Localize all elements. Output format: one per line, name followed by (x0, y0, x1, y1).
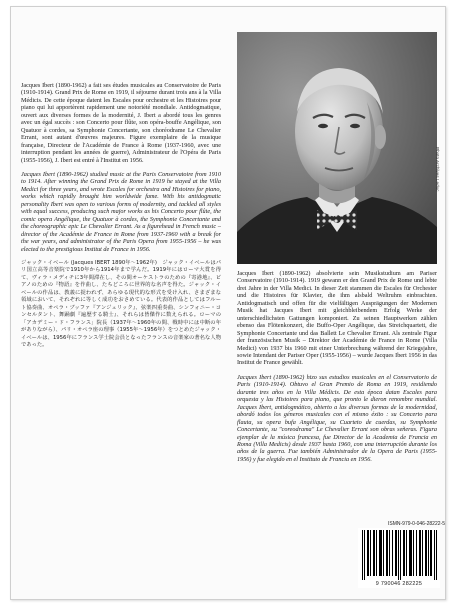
ismn-label: ISMN-979-0-046-28222-5 (388, 521, 445, 527)
right-text-column (237, 270, 437, 470)
photo-credit: Photo Archives Leduc (435, 147, 440, 192)
left-text-column (21, 82, 221, 356)
barcode (358, 528, 440, 588)
bio-french: Jacques Ibert (1890-1962) a fait ses études musicales au Conservatoire de Paris (1910-1914). Grand Prix de Rome en 1919, il séjourne durant trois ans à la Villa Médicis. De cette époque datent les Escales pour orchestre et les Histoires pour piano qui lui apportèrent rapidement une notoriété mondiale. Antidogmatique, ouvert aux diverses formes de la modernité, J. Ibert a abordé tous les genres avec un égal succès : son Concerto pour flûte, son opéra-bouffe Angélique, son Quatuor à cordes, sa Symphonie Concertante, son choréodrame Le Chevalier Errant, sont autant d'œuvres majeures. Figure exemplaire de la musique française, Directeur de l'Académie de France à Rome (1937-1960, avec une interruption pendant les années de guerre), Administrateur de l'Opéra de Paris (1955-1956), J. Ibert est entré à l'Institut en 1956. (21, 82, 221, 164)
barcode-bars (358, 528, 440, 580)
back-cover-page (10, 6, 446, 600)
bio-spanish: Jacques Ibert (1890-1962) hizo sus estudios musicales en el Conservatorio de Paris (1910-1914). Obtuvo el Gran Premio de Roma en 1919, residiendo durante tres años en la Villa Médicis. De esta época datan Escales para orquesta y las Histoires para piano, que pronto le dieron renombre mundial. Jacques Ibert, antidogmático, abierto a las diversas formas de la modernidad, abordó todos los géneros musicales con el mismo éxito : su Concerto para flauta, su opera bufa Angélique, su Cuarteto de cuerdas, su Symphonie Concertante, su "coreodrama" Le Chevalier Errant son obras señeras. Figura ejemplar de la música francesa, fue Director de la Academia de Francia en Roma (Villa Medicis) desde 1937 hasta 1960, con una interrupción durante los años de la guerra. Fue también Administrador de la Opera de Paris (1955-1956) y fue elegido en el Instituto de Francia en 1956. (237, 373, 437, 463)
barcode-number: 9 790046 282225 (358, 581, 440, 587)
bio-english: Jacques Ibert (1890-1962) studied music at the Paris Conservatoire from 1910 to 1914. After winning the Grand Prix de Rome in 1919 he stayed at the Villa Medici for three years, and wrote Escales for orchestra and Histoires for piano, works which rapidly brought him worldwide fame. With his antidogmatic personality Ibert was open to various forms of modernity, and tackled all styles with equal success, producing such major works as his Concerto pour flûte, the comic opera Angélique, the Quatuor à cordes, the Symphonie Concertante and the choreographic epic Le Chevalier Errant. As a figurehead in French music – director of the Académie de France in Rome from 1937-1960 with a break for the war years, and administrator of the Paris Opera from 1955-1956 – he was elected to the prestigious Institut de France in 1956. (21, 170, 221, 253)
bio-german: Jacques Ibert (1890-1962) absolvierte sein Musikstudium am Pariser Conservatoire (1910-1914). 1919 gewann er den Grand Prix de Rome und lebte drei Jahre in der Villa Medici. In dieser Zeit stammen die Escales für Orchester und die Histoires für Klavier, die ihm alsbald Weltruhm einbrachten. Antidogmatisch und offen für die vielfältigen Ausprägungen der Modernen Musik hat Jacques Ibert mit gleichbleibendem Erfolg Werke der unterschiedlichsten Gattungen komponiert. Zu seinen Hauptwerken zählen ebenso das Flötenkonzert, die Buffo-Oper Angélique, das Streichquartett, die Symphonie Concertante und das Ballett Le Chevalier Errant. Als zentrale Figur der französischen Musik – Direktor der Académie de France in Rome (Villa Medici) von 1937 bis 1960 mit einer Unterbrechung während der Kriegsjahre, sowie Intendant der Pariser Oper (1955-1956) – wurde Jacques Ibert 1956 in das Institut de France gewählt. (237, 270, 437, 367)
bio-japanese: ジャック・イベール (Jacques IBERT 1890年〜1962年) ジャック・イベールはパリ国立高等音楽院で1910年から1914年まで学んだ。1919年にはローマ大賞を得て、ヴィラ・メディチに3年間滞在し、その間オーケストラのための『寄港地』、ピアノのための『物語』を作曲し、たちどころに世界的な名声を得た。ジャック・イベールの作品は、教義に捉われず、あらゆる現代的な形式を受け入れ、さまざまな領域において、それぞれに等しく成功をおさめている。代表的作品としてはフルート協奏曲、オペラ・ブッファ『アンジェリック』、弦楽四重奏曲、シンフォニー・コンセルタント、舞踊劇『遍歴する騎士』、それらは皆傑作に数えられる。ローマの「アカデミー・ド・フランス」院長（1937年〜1960年の間、戦時中には中断の年がありながら）、パリ・オペラ座の理事（1955年〜1956年）をつとめたジャック・イベールは、1956年にフランス学士院会員となったフランスの音楽家の著名な人物であった。 (21, 259, 221, 348)
portrait-illustration (237, 32, 437, 264)
composer-portrait-photo (237, 32, 437, 264)
